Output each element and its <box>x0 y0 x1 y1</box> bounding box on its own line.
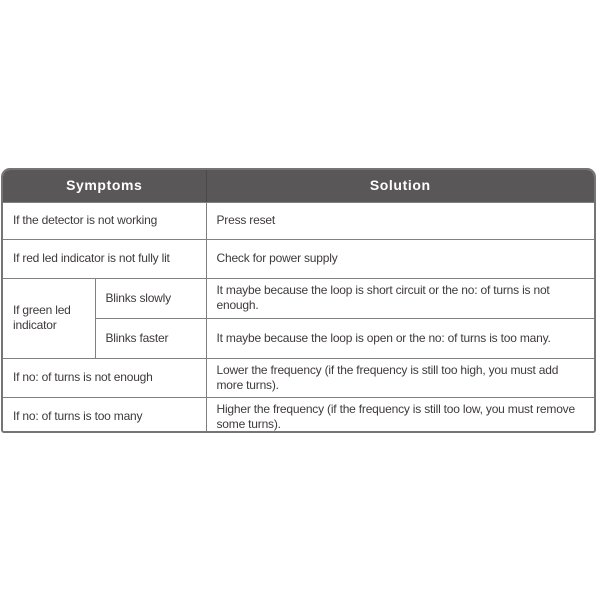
table-row-detector-not-working <box>3 202 594 239</box>
solution-cell: It maybe because the loop is open or the no: of turns is too many. <box>206 318 594 358</box>
condition-cell-blinks-faster: Blinks faster <box>95 318 206 358</box>
solution-cell: Higher the frequency (if the frequency is still too low, you must remove some turns). <box>206 397 594 433</box>
table-row-green-led-slow <box>3 278 594 318</box>
symptom-cell: If no: of turns is not enough <box>3 358 206 397</box>
solution-cell: Lower the frequency (if the frequency is still too high, you must add more turns). <box>206 358 594 397</box>
solution-cell: Check for power supply <box>206 239 594 278</box>
solution-cell: Press reset <box>206 202 594 239</box>
column-header-symptoms: Symptoms <box>3 170 206 202</box>
symptom-cell-green-led: If green led indicator <box>3 278 95 358</box>
symptom-cell: If red led indicator is not fully lit <box>3 239 206 278</box>
symptoms-solution-table <box>3 170 594 433</box>
solution-cell: It maybe because the loop is short circuit or the no: of turns is not enough. <box>206 278 594 318</box>
table-row-turns-not-enough <box>3 358 594 397</box>
troubleshooting-table <box>1 168 596 433</box>
table-row-red-led <box>3 239 594 278</box>
column-header-solution: Solution <box>206 170 594 202</box>
header-row <box>3 170 594 202</box>
symptom-cell: If the detector is not working <box>3 202 206 239</box>
table-row-turns-too-many <box>3 397 594 433</box>
symptom-cell: If no: of turns is too many <box>3 397 206 433</box>
condition-cell-blinks-slowly: Blinks slowly <box>95 278 206 318</box>
